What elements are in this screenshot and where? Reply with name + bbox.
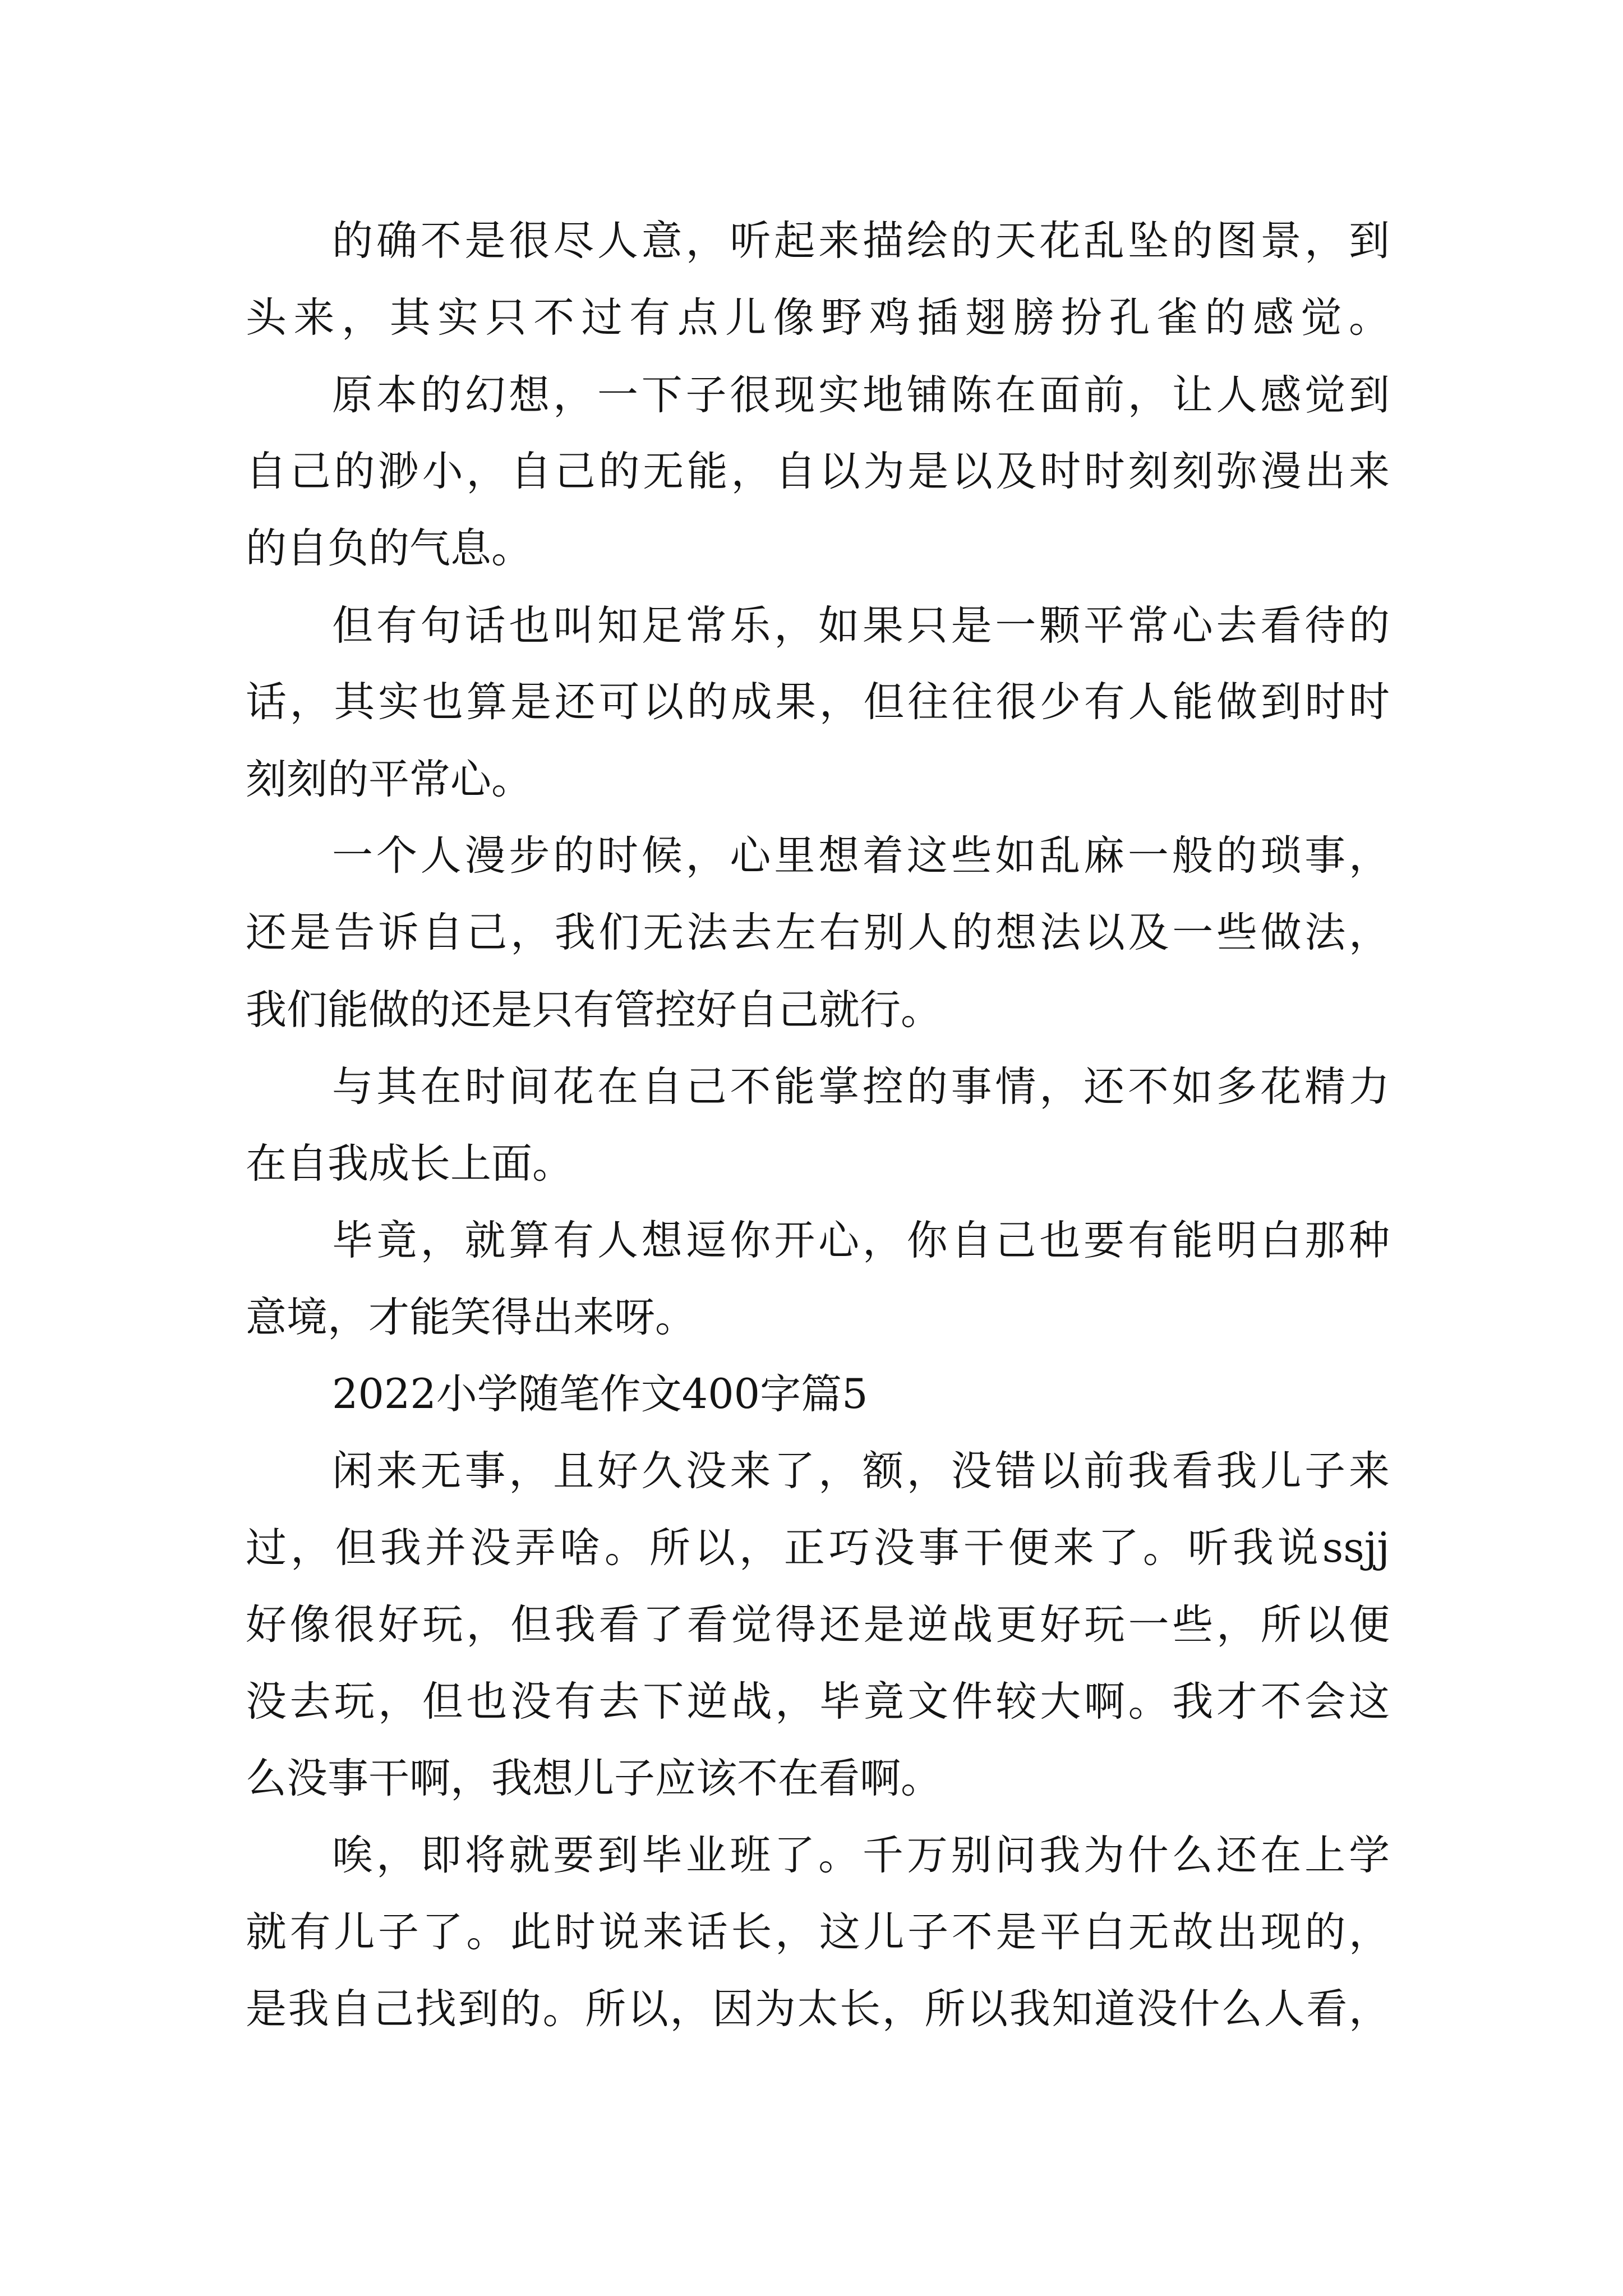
text-line: 意境，才能笑得出来呀。 bbox=[246, 1294, 696, 1341]
text-line: 的自负的气息。 bbox=[246, 524, 532, 572]
text-line: 过，但我并没弄啥。所以，正巧没事干便来了。听我说ssjj bbox=[246, 1524, 1390, 1572]
text-line: 与其在时间花在自己不能掌控的事情，还不如多花精力 bbox=[332, 1063, 1390, 1111]
text-line: 闲来无事，且好久没来了，额，没错以前我看我儿子来 bbox=[332, 1447, 1390, 1495]
text-line: 头来，其实只不过有点儿像野鸡插翅膀扮孔雀的感觉。 bbox=[246, 294, 1390, 342]
text-line: 但有句话也叫知足常乐，如果只是一颗平常心去看待的 bbox=[332, 602, 1390, 650]
section-heading: 2022小学随笔作文400字篇5 bbox=[332, 1370, 868, 1418]
text-line: 么没事干啊，我想儿子应该不在看啊。 bbox=[246, 1755, 942, 1802]
text-line: 毕竟，就算有人想逗你开心，你自己也要有能明白那种 bbox=[332, 1217, 1390, 1264]
text-line: 自己的渺小，自己的无能，自以为是以及时时刻刻弥漫出来 bbox=[246, 448, 1390, 495]
text-line: 在自我成长上面。 bbox=[246, 1140, 573, 1188]
text-line: 的确不是很尽人意，听起来描绘的天花乱坠的图景，到 bbox=[332, 217, 1390, 265]
text-line: 是我自己找到的。所以，因为太长，所以我知道没什么人看， bbox=[246, 1985, 1390, 2033]
text-line: 原本的幻想，一下子很现实地铺陈在面前，让人感觉到 bbox=[332, 371, 1390, 419]
text-line: 没去玩，但也没有去下逆战，毕竟文件较大啊。我才不会这 bbox=[246, 1678, 1390, 1726]
text-line: 我们能做的还是只有管控好自己就行。 bbox=[246, 986, 942, 1034]
text-line: 还是告诉自己，我们无法去左右别人的想法以及一些做法， bbox=[246, 909, 1390, 956]
text-line: 一个人漫步的时候，心里想着这些如乱麻一般的琐事， bbox=[332, 832, 1390, 880]
text-line: 就有儿子了。此时说来话长，这儿子不是平白无故出现的， bbox=[246, 1908, 1390, 1956]
text-line: 话，其实也算是还可以的成果，但往往很少有人能做到时时 bbox=[246, 678, 1390, 726]
text-line: 刻刻的平常心。 bbox=[246, 756, 532, 803]
text-line: 唉，即将就要到毕业班了。千万别问我为什么还在上学 bbox=[332, 1832, 1390, 1879]
text-line: 好像很好玩，但我看了看觉得还是逆战更好玩一些，所以便 bbox=[246, 1601, 1390, 1649]
